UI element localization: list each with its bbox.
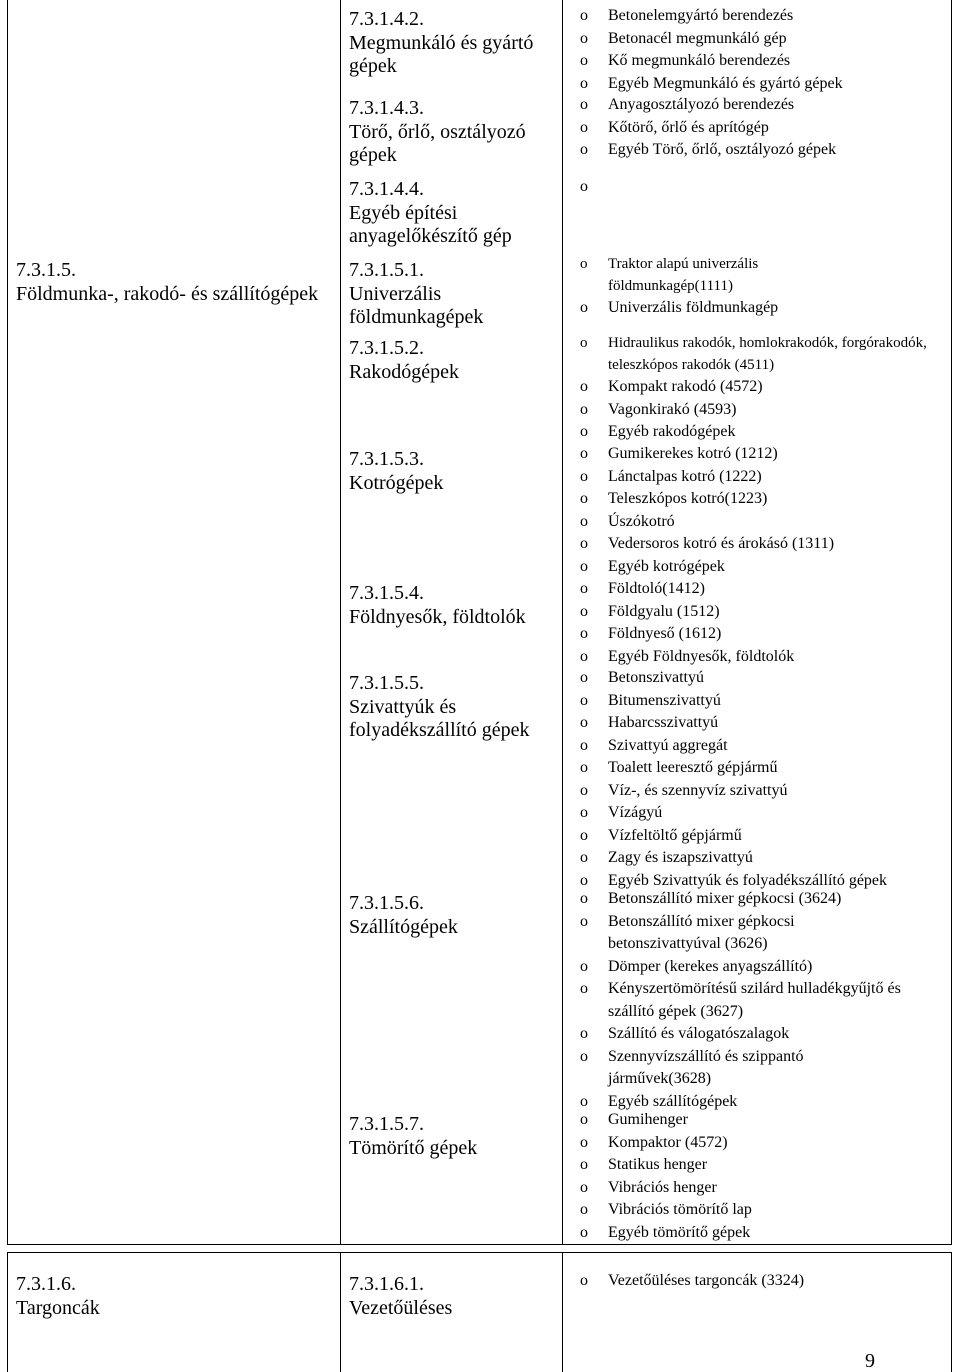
sub-name: Univerzális földmunkagépek	[349, 282, 484, 328]
table-border-left	[7, 0, 8, 1245]
sub-name: Törő, őrlő, osztályozó gépek	[349, 120, 526, 166]
sub-code: 7.3.1.5.3.	[349, 448, 424, 470]
list-item: o Betonacél megmunkáló gép	[562, 28, 952, 51]
list-item: o Kőtörő, őrlő és aprítógép	[562, 117, 952, 140]
list-item: o Univerzális földmunkagép	[562, 297, 952, 320]
bullet-icon: o	[580, 400, 588, 418]
list-item: o Kényszertömörítésű szilárd hulladékgyűjtő és szállító gépek (3627)	[580, 980, 901, 1020]
list-item: o Úszókotró	[562, 511, 952, 534]
list-item: o Bitumenszivattyú	[562, 690, 952, 713]
list-item: o Gumihenger	[562, 1109, 952, 1132]
bullet-icon: o	[580, 736, 588, 754]
list-item: o Vagonkirakó (4593)	[562, 399, 952, 422]
list-item: o Gumikerekes kotró (1212)	[562, 443, 952, 466]
sub-code: 7.3.1.6.1.	[349, 1273, 424, 1295]
table-border-bottom	[7, 1244, 952, 1245]
sub-code: 7.3.1.5.7.	[349, 1113, 424, 1135]
list-item: o Vibrációs henger	[562, 1177, 952, 1200]
list-item: o Habarcsszivattyú	[562, 712, 952, 735]
items-7-3-1-5-2	[562, 332, 952, 444]
bullet-icon: o	[580, 96, 588, 113]
bullet-icon: o	[580, 1201, 588, 1218]
sub-code: 7.3.1.4.2.	[349, 8, 424, 30]
bullet-icon: o	[580, 378, 588, 395]
list-item: o Földtoló(1412)	[562, 578, 952, 601]
bullet-icon: o	[580, 1178, 588, 1196]
category-code: 7.3.1.6.	[16, 1273, 76, 1295]
sub-name: Földnyesők, földtolók	[349, 605, 526, 628]
list-item: o Víz-, és szennyvíz szivattyú	[562, 780, 952, 803]
bullet-icon: o	[580, 467, 588, 485]
bullet-icon: o	[580, 826, 588, 844]
list-item: o Toalett leeresztő gépjármű	[562, 757, 952, 780]
sub-7-3-1-5-4	[349, 582, 555, 629]
sub-code: 7.3.1.5.6.	[349, 892, 424, 914]
list-item: o Vízágyú	[562, 802, 952, 825]
bullet-icon: o	[580, 423, 588, 440]
page-number: 9	[865, 1350, 875, 1372]
sub-code: 7.3.1.5.5.	[349, 672, 424, 694]
list-item: o Betonszivattyú	[562, 667, 952, 690]
bullet-icon: o	[580, 256, 588, 272]
sub-name: Kotrógépek	[349, 471, 444, 494]
list-item: o Vibrációs tömörítő lap	[562, 1199, 952, 1222]
sub-7-3-1-4-3	[349, 97, 555, 168]
list-item: o Szennyvízszállító és szippantó járművek(3628)	[580, 1047, 804, 1087]
list-item: o Dömper (kerekes anyagszállító)	[562, 956, 952, 979]
table2-divider-1	[340, 1252, 341, 1372]
list-item: o Anyagosztályozó berendezés	[562, 94, 952, 117]
sub-7-3-1-5-3	[349, 448, 555, 495]
bullet-icon: o	[580, 602, 588, 620]
sub-code: 7.3.1.5.2.	[349, 337, 424, 359]
sub-code: 7.3.1.4.3.	[349, 97, 424, 119]
bullet-icon: o	[580, 1025, 588, 1042]
list-item: o Kő megmunkáló berendezés	[562, 50, 952, 73]
bullet-icon: o	[580, 580, 588, 597]
sub-name: Rakodógépek	[349, 360, 459, 383]
list-item: o Hidraulikus rakodók, homlokrakodók, forgórakodók, teleszkópos rakodók (4511)	[562, 332, 952, 376]
bullet-icon: o	[580, 912, 588, 930]
bullet-icon: o	[580, 1272, 588, 1289]
items-7-3-1-5-3	[562, 443, 952, 578]
bullet-icon: o	[580, 759, 588, 776]
bullet-icon: o	[580, 669, 588, 686]
list-item: o Egyéb rakodógépek	[562, 421, 952, 444]
table2-border-left	[7, 1252, 8, 1372]
list-item: o Egyéb Törő, őrlő, osztályozó gépek	[562, 139, 952, 162]
items-7-3-1-5-4	[562, 578, 952, 668]
bullet-icon: o	[580, 781, 588, 799]
sub-7-3-1-6-1	[349, 1273, 555, 1320]
list-item: o Egyéb kotrógépek	[562, 556, 952, 579]
bullet-icon: o	[580, 714, 588, 731]
table2-border-top	[7, 1252, 952, 1253]
bullet-icon: o	[580, 1047, 588, 1065]
bullet-icon: o	[580, 7, 588, 24]
sub-7-3-1-4-4	[349, 178, 555, 249]
bullet-icon: o	[580, 625, 588, 642]
items-7-3-1-5-1	[562, 253, 952, 320]
list-item: o Kompaktor (4572)	[562, 1132, 952, 1155]
sub-7-3-1-4-2	[349, 8, 555, 79]
bullet-icon: o	[580, 490, 588, 507]
bullet-icon: o	[580, 445, 588, 462]
category-name: Földmunka-, rakodó- és szállítógépek	[16, 282, 319, 305]
list-item: o Egyéb szállítógépek	[562, 1091, 952, 1114]
sub-name: Szivattyúk és folyadékszállító gépek	[349, 695, 530, 741]
sub-7-3-1-5-6	[349, 892, 555, 939]
bullet-icon: o	[580, 804, 588, 821]
list-item: o Lánctalpas kotró (1222)	[562, 466, 952, 489]
list-item: o Szivattyú aggregát	[562, 735, 952, 758]
bullet-icon: o	[580, 178, 588, 195]
sub-name: Tömörítő gépek	[349, 1136, 478, 1159]
category-cell-7-3-1-6	[16, 1273, 334, 1320]
list-item: o Egyéb Szivattyúk és folyadékszállító gépek	[562, 870, 952, 893]
bullet-icon: o	[580, 890, 588, 907]
sub-name: Egyéb építési anyagelőkészítő gép	[349, 201, 512, 247]
bullet-icon: o	[580, 1092, 588, 1110]
list-item: o Szállító és válogatószalagok	[562, 1023, 952, 1046]
bullet-icon: o	[580, 871, 588, 889]
list-item: o Teleszkópos kotró(1223)	[562, 488, 952, 511]
bullet-icon: o	[580, 512, 588, 530]
list-item: o Vedersoros kotró és árokásó (1311)	[562, 533, 952, 556]
list-item: o Zagy és iszapszivattyú	[562, 847, 952, 870]
bullet-icon: o	[580, 29, 588, 47]
list-item: o Kompakt rakodó (4572)	[562, 376, 952, 399]
bullet-icon: o	[580, 1156, 588, 1173]
items-7-3-1-5-7	[562, 1109, 952, 1244]
bullet-icon: o	[580, 957, 588, 975]
sub-code: 7.3.1.4.4.	[349, 178, 424, 200]
sub-code: 7.3.1.5.4.	[349, 582, 424, 604]
sub-7-3-1-5-2	[349, 337, 555, 384]
items-7-3-1-6-1	[562, 1270, 952, 1293]
bullet-icon: o	[580, 691, 588, 709]
items-7-3-1-5-5	[562, 667, 952, 892]
bullet-icon: o	[580, 557, 588, 575]
bullet-icon: o	[580, 647, 588, 665]
list-item: o Vízfeltöltő gépjármű	[562, 825, 952, 848]
list-item: o Betonszállító mixer gépkocsi betonszivattyúval (3626)	[580, 912, 795, 952]
bullet-icon: o	[580, 74, 588, 92]
bullet-icon: o	[580, 118, 588, 136]
bullet-icon: o	[580, 141, 588, 158]
bullet-icon: o	[580, 299, 588, 316]
bullet-icon: o	[580, 980, 588, 997]
bullet-icon: o	[580, 849, 588, 866]
list-item: o Egyéb tömörítő gépek	[562, 1222, 952, 1245]
list-item: o Traktor alapú univerzális földmunkagép(1111)	[562, 253, 952, 297]
sub-7-3-1-5-5	[349, 672, 559, 743]
bullet-icon: o	[580, 335, 588, 351]
list-item: o Földnyeső (1612)	[562, 623, 952, 646]
bullet-icon: o	[580, 1133, 588, 1151]
category-code: 7.3.1.5.	[16, 259, 76, 281]
sub-name: Szállítógépek	[349, 915, 458, 938]
list-item: o Egyéb Földnyesők, földtolók	[562, 646, 952, 669]
list-item: o Földgyalu (1512)	[562, 601, 952, 624]
items-7-3-1-5-6	[562, 888, 952, 1113]
list-item: o Statikus henger	[562, 1154, 952, 1177]
items-7-3-1-4-3	[562, 94, 952, 162]
bullet-icon: o	[580, 1223, 588, 1241]
sub-7-3-1-5-7	[349, 1113, 555, 1160]
sub-name: Vezetőüléses	[349, 1296, 453, 1319]
category-name: Targoncák	[16, 1296, 100, 1319]
bullet-icon: o	[580, 535, 588, 552]
list-item: o Betonelemgyártó berendezés	[562, 5, 952, 28]
list-item: o Betonszállító mixer gépkocsi (3624)	[562, 888, 952, 911]
list-item: o Vezetőüléses targoncák (3324)	[562, 1270, 952, 1293]
list-item: o Egyéb Megmunkáló és gyártó gépek	[562, 73, 952, 96]
sub-code: 7.3.1.5.1.	[349, 259, 424, 281]
bullet-icon: o	[580, 1111, 588, 1128]
table-divider-1	[340, 0, 341, 1245]
sub-7-3-1-5-1	[349, 259, 555, 330]
items-7-3-1-4-2	[562, 5, 952, 95]
sub-name: Megmunkáló és gyártó gépek	[349, 31, 534, 77]
bullet-icon: o	[580, 52, 588, 69]
category-cell-7-3-1-5	[16, 259, 334, 306]
